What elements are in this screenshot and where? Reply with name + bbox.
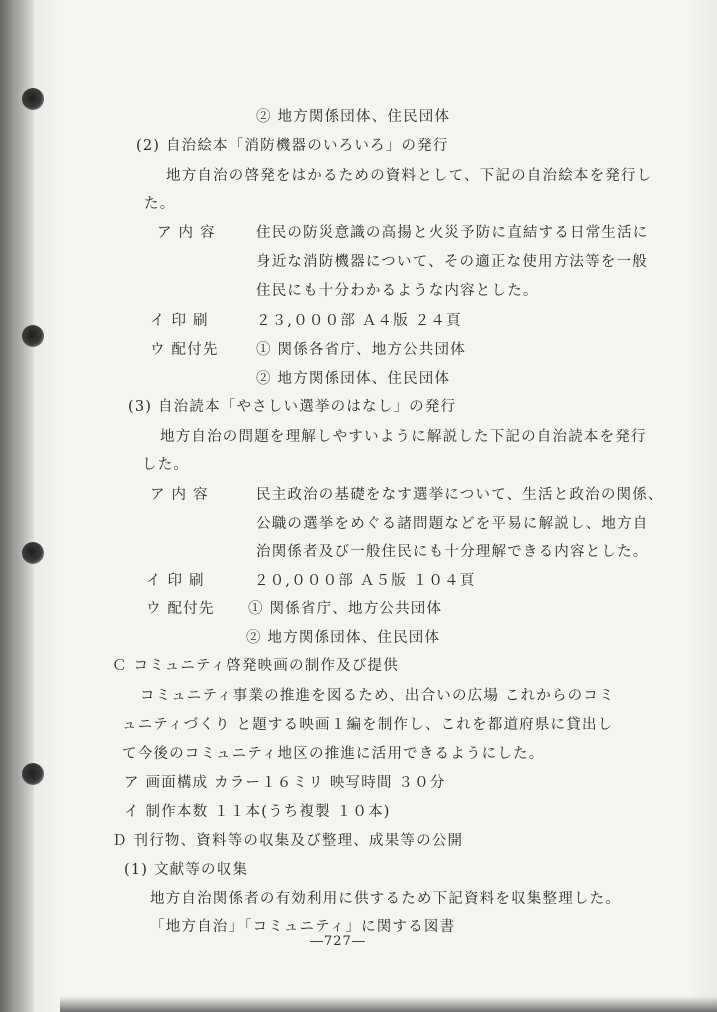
binder-hole <box>22 542 44 564</box>
text-line: て今後のコミュニティ地区の推進に活用できるようにした。 <box>122 746 545 762</box>
text-line: 地方自治関係者の有効利用に供するため下記資料を収集整理した。 <box>150 891 621 907</box>
item-label: ウ 配付先 <box>146 601 215 617</box>
item-label: ア 内 容 <box>157 225 216 241</box>
text-line: ② 地方関係団体、住民団体 <box>246 630 441 646</box>
text-line: 住民の防災意識の高揚と火災予防に直結する日常生活に <box>256 225 649 241</box>
text-line: 地方自治の問題を理解しやすいように解説した下記の自治読本を発行 <box>160 429 647 445</box>
text-line: 民主政治の基礎をなす選挙について、生活と政治の関係、 <box>256 487 664 503</box>
text-line: イ 制作本数 １１本(うち複製 １０本) <box>124 804 391 820</box>
text-line: た。 <box>144 196 176 212</box>
text-line: 公職の選挙をめぐる諸問題などを平易に解説し、地方自 <box>256 516 649 532</box>
text-line: ① 関係省庁、地方公共団体 <box>248 601 443 617</box>
text-line: ア 画面構成 カラー１６ミリ 映写時間 ３０分 <box>124 775 446 791</box>
text-line: した。 <box>142 457 190 473</box>
text-line: ２０,０００部 Ａ５版 １０４頁 <box>254 573 476 589</box>
section-heading: Ｄ 刊行物、資料等の収集及び整理、成果等の公開 <box>112 833 464 849</box>
text-line: ュニティづくり と題する映画１編を制作し、これを都道府県に貸出し <box>122 717 614 733</box>
section-heading: (2) 自治絵本「消防機器のいろいろ」の発行 <box>136 138 449 154</box>
item-label: イ 印 刷 <box>146 573 205 589</box>
binding-shadow <box>0 0 34 1012</box>
text-line: 「地方自治」「コミュニティ」に関する図書 <box>150 919 456 935</box>
text-line: コミュニティ事業の推進を図るため、出合いの広場 これからのコミ <box>140 688 615 704</box>
text-line: ② 地方関係団体、住民団体 <box>256 109 451 125</box>
binder-hole <box>22 325 44 347</box>
text-line: ① 関係各省庁、地方公共団体 <box>256 342 466 358</box>
item-label: イ 印 刷 <box>150 313 209 329</box>
text-line: ２３,０００部 Ａ４版 ２４頁 <box>256 313 462 329</box>
binder-hole <box>22 763 44 785</box>
page-number: ―727― <box>310 934 366 949</box>
section-heading: (3) 自治読本「やさしい選挙のはなし」の発行 <box>128 399 457 415</box>
section-heading: (1) 文献等の収集 <box>124 862 249 878</box>
section-heading: Ｃ コミュニティ啓発映画の制作及び提供 <box>112 658 399 674</box>
text-line: 地方自治の啓発をはかるための資料として、下記の自治絵本を発行し <box>166 168 653 184</box>
item-label: ウ 配付先 <box>150 342 219 358</box>
text-line: 住民にも十分わかるような内容とした。 <box>256 283 539 299</box>
text-line: 治関係者及び一般住民にも十分理解できる内容とした。 <box>256 544 649 560</box>
page-bottom-edge <box>60 996 717 1012</box>
item-label: ア 内 容 <box>150 487 209 503</box>
binder-hole <box>22 88 44 110</box>
text-line: 身近な消防機器について、その適正な使用方法等を一般 <box>256 254 648 270</box>
text-line: ② 地方関係団体、住民団体 <box>256 371 451 387</box>
